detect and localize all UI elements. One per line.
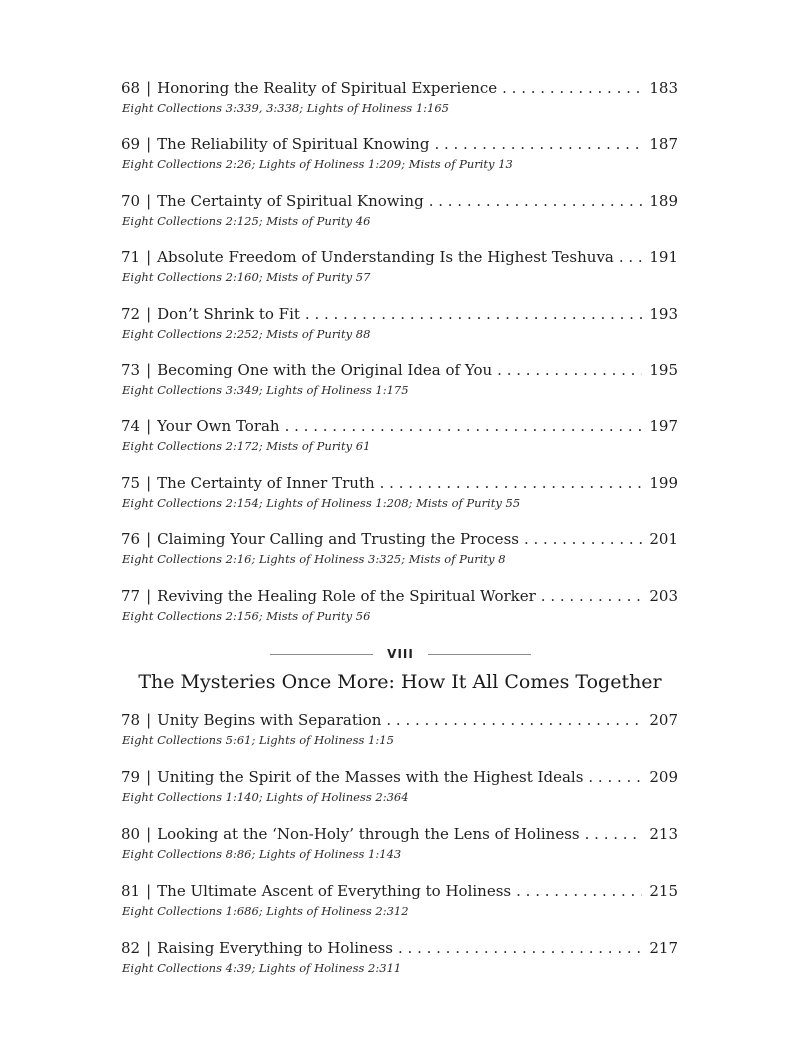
toc-entry[interactable] bbox=[121, 766, 678, 823]
dot-leader bbox=[398, 937, 642, 959]
entry-title: Looking at the ‘Non-Holy’ through the Lens of Holiness bbox=[157, 825, 580, 843]
entry-source: Eight Collections 1:140; Lights of Holiness 2:364 bbox=[122, 790, 409, 804]
separator: | bbox=[146, 360, 152, 379]
section-title: The Mysteries Once More: How It All Comes Together bbox=[138, 671, 662, 693]
toc-entry[interactable] bbox=[121, 937, 678, 994]
entry-number: 80 bbox=[121, 825, 141, 843]
entry-number: 82 bbox=[121, 939, 141, 957]
page-number: 195 bbox=[649, 360, 678, 379]
separator: | bbox=[146, 825, 152, 843]
entry-title: Becoming One with the Original Idea of You bbox=[157, 360, 493, 379]
dot-leader bbox=[497, 359, 642, 381]
toc-entry[interactable] bbox=[121, 359, 678, 415]
entry-source: Eight Collections 8:86; Lights of Holiness 1:143 bbox=[122, 847, 402, 861]
dot-leader bbox=[386, 709, 642, 731]
page-number: 183 bbox=[649, 79, 678, 97]
separator: | bbox=[146, 530, 152, 549]
entry-title: The Certainty of Spiritual Knowing bbox=[157, 191, 424, 210]
dot-leader bbox=[502, 77, 642, 99]
separator: | bbox=[146, 248, 152, 267]
entry-source: Eight Collections 2:26; Lights of Holiness 1:209; Mists of Purity 13 bbox=[122, 157, 513, 172]
dot-leader bbox=[524, 528, 642, 550]
entry-number: 78 bbox=[121, 711, 141, 729]
toc-entry[interactable] bbox=[121, 415, 678, 471]
divider-rule-right bbox=[428, 654, 531, 655]
dot-leader bbox=[619, 246, 643, 268]
separator: | bbox=[146, 417, 152, 436]
toc-entry[interactable] bbox=[121, 190, 678, 246]
entry-source: Eight Collections 2:156; Mists of Purity 56 bbox=[122, 608, 371, 623]
section-7-entries bbox=[121, 77, 678, 641]
entry-number: 81 bbox=[121, 882, 141, 900]
separator: | bbox=[146, 586, 152, 605]
page-number: 191 bbox=[649, 248, 678, 267]
page-number: 187 bbox=[649, 135, 678, 154]
page-number: 203 bbox=[649, 586, 678, 605]
entry-title: Unity Begins with Separation bbox=[157, 711, 382, 729]
entry-number: 77 bbox=[121, 586, 141, 605]
entry-source: Eight Collections 4:39; Lights of Holiness 2:311 bbox=[122, 961, 402, 975]
entry-source: Eight Collections 2:160; Mists of Purity 57 bbox=[122, 270, 371, 285]
entry-source: Eight Collections 2:252; Mists of Purity 88 bbox=[122, 326, 371, 341]
entry-title: Raising Everything to Holiness bbox=[157, 939, 393, 957]
separator: | bbox=[146, 79, 152, 97]
dot-leader bbox=[588, 766, 642, 788]
divider-rule-left bbox=[270, 654, 373, 655]
separator: | bbox=[146, 882, 152, 900]
entry-title: Absolute Freedom of Understanding Is the Highest Teshuva bbox=[157, 248, 614, 267]
entry-number: 68 bbox=[121, 79, 141, 97]
entry-title: Don’t Shrink to Fit bbox=[157, 304, 300, 323]
entry-number: 79 bbox=[121, 768, 141, 786]
entry-title: The Certainty of Inner Truth bbox=[157, 473, 375, 492]
separator: | bbox=[146, 711, 152, 729]
entry-title: The Reliability of Spiritual Knowing bbox=[157, 135, 430, 154]
dot-leader bbox=[285, 415, 643, 437]
section-divider bbox=[270, 645, 531, 663]
entry-title: Honoring the Reality of Spiritual Experience bbox=[157, 79, 498, 97]
dot-leader bbox=[516, 880, 642, 902]
dot-leader bbox=[305, 303, 642, 325]
entry-number: 75 bbox=[121, 473, 141, 492]
section-8-entries bbox=[121, 709, 678, 994]
toc-entry[interactable] bbox=[121, 528, 678, 584]
entry-source: Eight Collections 2:125; Mists of Purity 46 bbox=[122, 213, 371, 228]
entry-number: 73 bbox=[121, 360, 141, 379]
entry-number: 74 bbox=[121, 417, 141, 436]
page-number: 201 bbox=[649, 530, 678, 549]
entry-source: Eight Collections 3:339, 3:338; Lights of Holiness 1:165 bbox=[122, 101, 449, 115]
dot-leader bbox=[429, 190, 643, 212]
entry-title: Claiming Your Calling and Trusting the Process bbox=[157, 530, 519, 549]
toc-entry[interactable] bbox=[121, 472, 678, 528]
entry-source: Eight Collections 5:61; Lights of Holiness 1:15 bbox=[122, 733, 394, 747]
page-number: 215 bbox=[649, 882, 678, 900]
entry-number: 76 bbox=[121, 530, 141, 549]
page-number: 193 bbox=[649, 304, 678, 323]
toc-entry[interactable] bbox=[121, 585, 678, 641]
entry-source: Eight Collections 3:349; Lights of Holiness 1:175 bbox=[122, 382, 409, 397]
dot-leader bbox=[541, 585, 643, 607]
toc-entry[interactable] bbox=[121, 303, 678, 359]
entry-source: Eight Collections 1:686; Lights of Holiness 2:312 bbox=[122, 904, 409, 918]
entry-source: Eight Collections 2:16; Lights of Holiness 3:325; Mists of Purity 8 bbox=[122, 552, 506, 567]
toc-entry[interactable] bbox=[121, 709, 678, 766]
entry-source: Eight Collections 2:154; Lights of Holiness 1:208; Mists of Purity 55 bbox=[122, 495, 521, 510]
entry-title: Reviving the Healing Role of the Spiritual Worker bbox=[157, 586, 536, 605]
dot-leader bbox=[434, 133, 642, 155]
entry-title: The Ultimate Ascent of Everything to Holiness bbox=[157, 882, 512, 900]
separator: | bbox=[146, 135, 152, 154]
toc-entry[interactable] bbox=[121, 880, 678, 937]
page-number: 217 bbox=[649, 939, 678, 957]
entry-title: Uniting the Spirit of the Masses with the Highest Ideals bbox=[157, 768, 584, 786]
toc-entry[interactable] bbox=[121, 77, 678, 133]
entry-number: 70 bbox=[121, 191, 141, 210]
page-number: 189 bbox=[649, 191, 678, 210]
page-number: 213 bbox=[649, 825, 678, 843]
entry-number: 71 bbox=[121, 248, 141, 267]
separator: | bbox=[146, 191, 152, 210]
entry-number: 69 bbox=[121, 135, 141, 154]
page-number: 197 bbox=[649, 417, 678, 436]
toc-entry[interactable] bbox=[121, 246, 678, 302]
entry-title: Your Own Torah bbox=[157, 417, 280, 436]
separator: | bbox=[146, 473, 152, 492]
separator: | bbox=[146, 939, 152, 957]
dot-leader bbox=[380, 472, 643, 494]
page-number: 199 bbox=[649, 473, 678, 492]
dot-leader bbox=[585, 823, 643, 845]
separator: | bbox=[146, 768, 152, 786]
separator: | bbox=[146, 304, 152, 323]
section-numeral: VIII bbox=[387, 647, 414, 661]
toc-entry[interactable] bbox=[121, 823, 678, 880]
entry-source: Eight Collections 2:172; Mists of Purity 61 bbox=[122, 439, 371, 454]
page-number: 209 bbox=[649, 768, 678, 786]
entry-number: 72 bbox=[121, 304, 141, 323]
toc-entry[interactable] bbox=[121, 133, 678, 189]
page-number: 207 bbox=[649, 711, 678, 729]
